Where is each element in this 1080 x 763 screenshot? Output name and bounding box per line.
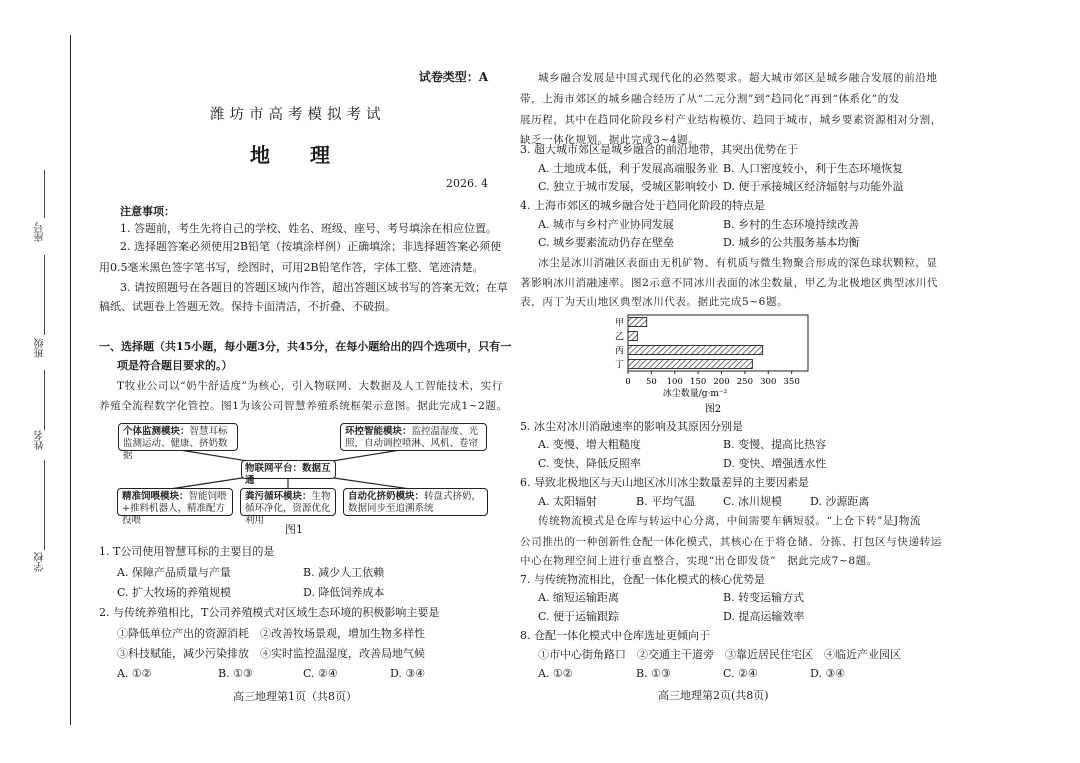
q7-option-a[interactable]: A. 缩短运输距离 xyxy=(538,591,619,604)
q7-stem: 7. 与传统物流相比，仓配一体化模式的核心优势是 xyxy=(520,573,765,586)
x-tick-label: 100 xyxy=(666,377,683,387)
q3-option-c[interactable]: C. 独立于城市发展，受城区影响较小 xyxy=(538,180,719,193)
notice-3-cont: 稿纸、试题卷上答题无效。保持卡面清洁，不折叠、不破损。 xyxy=(99,300,396,313)
intro-2-line2: 带，上海市郊区的城乡融合经历了从“二元分割”到“趋同化”再到“体系化”的发 xyxy=(520,93,900,105)
q1-option-d[interactable]: D. 降低饲养成本 xyxy=(303,586,385,599)
q6-stem: 6. 导致北极地区与天山地区冰川冰尘数量差异的主要因素是 xyxy=(520,476,809,489)
q4-option-b[interactable]: B. 乡村的生态环境持续改善 xyxy=(723,218,860,231)
q8-statements: ①市中心街角路口 ②交通主干道旁 ③靠近居民住宅区 ④临近产业园区 xyxy=(538,648,901,661)
q8-option-b[interactable]: B. ①③ xyxy=(636,667,671,680)
name-label: 姓名 xyxy=(35,430,46,450)
x-tick-label: 50 xyxy=(645,377,657,387)
q5-option-c[interactable]: C. 变快、降低反照率 xyxy=(538,457,642,470)
module-environment-control xyxy=(340,423,487,451)
q5-option-d[interactable]: D. 变快、增强透水性 xyxy=(723,457,827,470)
module-text: 转盘式挤奶，数据同步至追溯系统 xyxy=(348,491,482,514)
intro-3-line2: 著影响冰川消融速率。图2示意不同冰川表面的冰尘数量，甲乙为北极地区典型冰川代 xyxy=(520,277,938,289)
module-precision-feeding xyxy=(117,488,233,526)
q6-option-b[interactable]: B. 平均气温 xyxy=(636,495,696,508)
subject-title: 地 理 xyxy=(250,143,330,167)
bar-3 xyxy=(628,360,752,369)
intro-1-line2: 养殖全流程数字化管控。图1为该公司智慧养殖系统框架示意图。据此完成1~2题。 xyxy=(99,400,508,412)
q2-statements-2: ③科技赋能，减少污染排放 ④实时监控温湿度，改善局地气候 xyxy=(117,647,425,660)
intro-3-line1: 冰尘是冰川消融区表面由无机矿物、有机质与微生物聚合形成的深色球状颗粒，显 xyxy=(538,257,938,269)
intro-1-line1: T牧业公司以“奶牛舒适度”为核心，引入物联网、大数据及人工智能技术，实行 xyxy=(117,380,503,392)
q3-option-a[interactable]: A. 土地成本低，利于发展高端服务业 xyxy=(538,162,718,175)
exam-title: 潍坊市高考模拟考试 xyxy=(210,107,386,123)
module-title: 环控智能模块： xyxy=(345,426,412,437)
intro-2-line3: 展历程，其中在趋同化阶段乡村产业结构模仿、趋同于城市，城乡要素资源相对分割， xyxy=(520,114,942,126)
module-text: 智慧耳标监测运动、健康、挤奶数据 xyxy=(123,426,228,461)
class-label: 班级 xyxy=(35,338,46,358)
q5-stem: 5. 冰尘对冰川消融速率的影响及其原因分别是 xyxy=(520,420,743,433)
q6-option-a[interactable]: A. 太阳辐射 xyxy=(538,495,597,508)
x-tick-label: 300 xyxy=(760,377,777,387)
q2-option-d[interactable]: D. ③④ xyxy=(390,667,426,680)
category-label: 丁 xyxy=(614,360,624,371)
page-1-footer: 高三地理第1页（共8页） xyxy=(233,690,357,703)
chart-x-axis-label: 冰尘数量/g·m⁻² xyxy=(662,389,728,399)
bar-2 xyxy=(628,346,763,355)
bar-0 xyxy=(628,318,647,327)
module-individual-monitoring xyxy=(118,423,238,461)
notice-title: 注意事项： xyxy=(120,205,175,218)
q4-option-a[interactable]: A. 城市与乡村产业协同发展 xyxy=(538,218,674,231)
q2-statements-1: ①降低单位产出的资源消耗 ②改善牧场景观，增加生物多样性 xyxy=(117,627,425,640)
q7-option-d[interactable]: D. 提高运输效率 xyxy=(723,610,805,623)
module-title: 精准饲喂模块： xyxy=(122,491,189,502)
q6-option-c[interactable]: C. 冰川规模 xyxy=(723,495,783,508)
module-text: 监控温湿度、光照，自动调控喷淋、风机、卷帘 xyxy=(345,426,479,449)
intro-4-line3: 中心在物理空间上进行垂直整合，实现“出仓即发货” 据此完成7~8题。 xyxy=(520,555,878,567)
x-tick-label: 200 xyxy=(713,377,730,387)
intro-3-line3: 表，丙丁为天山地区典型冰川代表。据此完成5~6题。 xyxy=(520,296,789,308)
q8-option-c[interactable]: C. ②④ xyxy=(723,667,758,680)
intro-2-line4: 缺乏一体化规划。据此完成3~4题。 xyxy=(520,134,700,146)
section-title-cont: 项是符合题目要求的。） xyxy=(117,359,233,372)
bar-1 xyxy=(628,332,637,341)
q4-option-c[interactable]: C. 城乡要素流动仍存在壁垒 xyxy=(538,236,675,249)
q2-option-b[interactable]: B. ①③ xyxy=(218,667,253,680)
chart-caption: 图2 xyxy=(704,404,722,415)
notice-2: 2. 选择题答案必须使用2B铅笔（按填涂样例）正确填涂；非选择题答案必须使 xyxy=(120,240,502,253)
iot-platform: 物联网平台：数据互通 xyxy=(241,460,336,479)
q1-option-a[interactable]: A. 保障产品质量与产量 xyxy=(117,566,231,579)
module-text: 生物循环净化，资源优化利用 xyxy=(245,491,331,526)
module-automated-milking xyxy=(343,488,488,516)
x-tick-label: 250 xyxy=(736,377,754,387)
q3-option-d[interactable]: D. 便于承接城区经济辐射与功能外溢 xyxy=(723,180,904,193)
notice-1: 1. 答题前，考生先将自己的学校、姓名、班级、座号、考号填涂在相应位置。 xyxy=(120,222,497,235)
module-title: 自动化挤奶模块： xyxy=(348,491,425,502)
module-manure-recycling xyxy=(240,488,336,526)
q2-option-c[interactable]: C. ②④ xyxy=(303,667,338,680)
intro-2-line1: 城乡融合发展是中国式现代化的必然要求。超大城市郊区是城乡融合发展的前沿地 xyxy=(538,72,938,84)
q5-option-a[interactable]: A. 变慢、增大粗糙度 xyxy=(538,438,641,451)
q6-option-d[interactable]: D. 沙源距离 xyxy=(810,495,870,508)
q2-stem: 2. 与传统养殖相比，T公司养殖模式对区域生态环境的积极影响主要是 xyxy=(99,606,440,619)
category-label: 丙 xyxy=(614,346,624,357)
notice-3: 3. 请按照题号在各题目的答题区域内作答，超出答题区域书写的答案无效；在草 xyxy=(120,281,508,294)
module-text: 智能饲喂+推料机器人，精准配方投喂 xyxy=(122,491,227,526)
q7-option-b[interactable]: B. 转变运输方式 xyxy=(723,591,805,604)
module-title: 个体监测模块： xyxy=(123,426,190,437)
q7-option-c[interactable]: C. 便于运输跟踪 xyxy=(538,610,620,623)
school-label: 学校 xyxy=(35,552,46,572)
q2-option-a[interactable]: A. ①② xyxy=(117,667,152,680)
q5-option-b[interactable]: B. 变慢、提高比热容 xyxy=(723,438,827,451)
q4-option-d[interactable]: D. 城乡的公共服务基本均衡 xyxy=(723,236,860,249)
section-title: 一、选择题（共15小题，每小题3分，共45分，在每小题给出的四个选项中，只有一 xyxy=(99,340,512,353)
q8-option-d[interactable]: D. ③④ xyxy=(810,667,846,680)
notice-2-cont: 用0.5毫米黑色签字笔书写，绘图时，可用2B铅笔作答，字体工整、笔迹清楚。 xyxy=(99,261,484,274)
q1-stem: 1. T公司使用智慧耳标的主要目的是 xyxy=(99,545,275,558)
ice-dust-bar-chart xyxy=(605,310,820,420)
module-title: 粪污循环模块： xyxy=(245,491,312,502)
q1-option-b[interactable]: B. 减少人工依赖 xyxy=(303,566,385,579)
category-label: 乙 xyxy=(614,332,624,343)
q8-option-a[interactable]: A. ①② xyxy=(538,667,573,680)
x-tick-label: 350 xyxy=(783,377,800,387)
x-tick-label: 150 xyxy=(690,377,707,387)
q3-stem: 3. 超大城市郊区是城乡融合的前沿地带，其突出优势在于 xyxy=(520,143,798,156)
x-tick-label: 0 xyxy=(625,377,631,387)
seat-label: 座号 xyxy=(35,222,46,242)
exam-date: 2026. 4 xyxy=(446,177,488,190)
intro-4-line2: 公司推出的一种创新性仓配一体化模式，其核心在于将仓储、分拣、打包区与快递转运 xyxy=(520,536,942,548)
q3-option-b[interactable]: B. 人口密度较小，利于生态环境恢复 xyxy=(723,162,904,175)
q4-stem: 4. 上海市郊区的城乡融合处于趋同化阶段的特点是 xyxy=(520,199,765,212)
page-2-footer: 高三地理第2页(共8页) xyxy=(658,689,769,702)
q8-stem: 8. 仓配一体化模式中仓库选址更倾向于 xyxy=(520,629,710,642)
paper-type: 试卷类型：A xyxy=(418,70,488,84)
q1-option-c[interactable]: C. 扩大牧场的养殖规模 xyxy=(117,586,232,599)
category-label: 甲 xyxy=(614,318,624,329)
figure-1-caption: 图1 xyxy=(285,523,303,536)
intro-4-line1: 传统物流模式是仓库与转运中心分离，中间需要车辆短驳。“上仓下转”是J物流 xyxy=(538,515,922,527)
